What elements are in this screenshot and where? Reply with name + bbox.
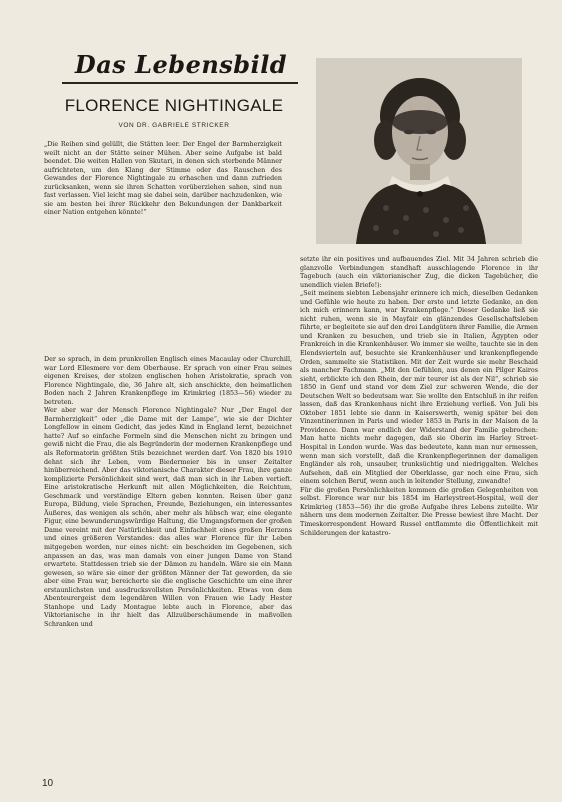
article-headline: FLORENCE NIGHTINGALE — [64, 96, 284, 115]
article-column-right — [300, 256, 538, 776]
portrait-photo — [316, 58, 522, 244]
title-rule — [62, 82, 298, 84]
article-byline: VON DR. GABRIELE STRICKER — [118, 122, 230, 129]
article-paragraph: Für die großen Persönlichkeiten kommen die großen Gelegenheiten von selbst. Florence war nur bis 1854 im Harleystreet-Hospital, weil der Krimkrieg (1853—56) ihr die große Aufgabe ihres Lebens zuteilte. Wir nähern uns dem modernen Zeitalter. Die Presse bewiest ihre Macht. Der Timeskorrespondent Howard Russel entflammte die Öffentlichkeit mit Schilderungen der katastro- — [300, 486, 538, 537]
article-column-left — [44, 356, 292, 776]
article-column-left-top — [44, 141, 282, 359]
article-paragraph: setzte ihr ein positives und aufbauendes Ziel. Mit 34 Jahren schrieb die glanzvolle Verbindungen standhaft ausschlagende Florence in ihr Tagebuch (auch ein viktorianischer Zug, die dicken Tagebücher, die unendlich vielen Briefe!): — [300, 256, 538, 289]
article-paragraph: Wer aber war der Mensch Florence Nightingale? Nur „Der Engel der Barmherzigkeit“ oder „die Dame mit der Lampe“, wie sie der Dichter Longfellow in einem Gedicht, das jedes Kind in England lernt, bezeichnet hatte? Auf so einfache Formeln sind die Menschen nicht zu bringen und gewiß nicht die Frau, die als Begründerin der modernen Krankenpflege und als Reformatorin größten Stils bezeichnet werden darf. Von 1820 bis 1910 dehnt sich ihr Leben, vom Biedermeier bis in unser Zeitalter hinüberreichend. Aber das viktorianische Charakter dieser Frau, ihre ganze komplizierte Persönlichkeit sind wert, daß man sich in ihr Leben vertieft. Eine aristokratische Herkunft mit allen Möglichkeiten, die Reichtum, Geschmack und verständige Eltern geben konnten. Reisen über ganz Europa, Bildung, viele Sprachen, Freunde, Beziehungen, ein interessantes Äußeres, das wenigen als schön, aber mehr als hübsch war, eine elegante Figur, eine bewunderungswürdige Haltung, die Umgangsformen der großen Dame vereint mit der Natürlichkeit und Einfachheit eines großen Herzens und eines größeren Verstandes: das alles war Florence für ihr Leben mitgegeben worden, nur eines nicht: ein bescheiden im Gegebenen, sich anpassen an das, was man damals von einer jungen Dame von Stand erwartete. Stattdessen trieb sie der Dämon zu handeln. Wäre sie ein Mann gewesen, so wäre sie einer der größten Männer der Tat geworden, da sie aber eine Frau war, bereicherte sie die englische Geschichte um eine ihrer erstaunlichsten und ausdrucksvollsten Persönlichkeiten. Etwas von dem Abenteurergeist dem legendären Willen von Frauen wie Lady Hester Stanhope und Lady Montague lebte auch in Florence, aber das Viktorianische in ihr hielt das Allzuüberschäumende in maßvollen Schranken und — [44, 407, 292, 628]
article-paragraph: „Seit meinem siebten Lebensjahr erinnere ich mich, dieselben Gedanken und Gefühle wie heute zu haben. Der erste und letzte Gedanke, an den ich mich erinnern kann, war Krankenpflege.“ Dieser Gedanke ließ sie nicht ruhen, wenn sie in Mayfair ein glänzendes Gesellschaftsleben führte, er begleitete sie auf den drei Landgütern ihrer Familie, die Armen und Kranken zu besuchen, und trieb sie in Italien, Ägypten oder Frankreich in die Krankenhäuser. Wo immer sie weilte, tauchte sie in den Elendsvierteln auf, besuchte sie Krankenhäuser und krankenpflegende Orden, sammelte sie Statistiken. Mit der Zeit wurde sie mehr Beschaid als mancher Fachmann. „Mit den Gefühlen, aus denen ein Pilger Kairos sieht, erblickte ich den Rhein, der mir teurer ist als der Nil“, schrieb sie 1850 in Genf und stand vor dem Ziel zur schweren Wende, die der Deutschen Welt so bedeutsam war. Sie wollte den Entschluß in ihr reifen lassen, daß das Krankenhaus nicht ihre Erziehung verließ. Von Juli bis Oktober 1851 lebte sie dann in Kaiserswerth, wenig später bei den Vinzentinerinnen in Paris und wieder 1853 in Paris in der Maison de la Providence. Dann war endlich der Widerstand der Familie gebrochen: Man hatte nichts mehr dagegen, daß sie Oberin im Harley Street-Hospital in London wurde. Was das bedeutete, kann man nur ermessen, wenn man sich vorstellt, daß die Krankenpflegerinnen der damaligen Engländer als roh, unsauber, trunksüchtig und niedriggalten. Welches Aufsehen, daß ein Mitglied der Oberklasse, gar noch eine Frau, sich einem solchen Beruf, wenn auch in leitender Stellung, zuwandte! — [300, 290, 538, 486]
article-paragraph: „Die Reihen sind gelüllt, die Stätten leer. Der Engel der Barmherzigkeit weilt nicht an der Stätte seiner Mühen. Aber seine Aufgabe ist bald beendet. Die weiten Hallen von Skutari, in denen sich sterbende Männer aufrichteten, um den Klang der Stimme oder das Rauschen des Gewandes der Florence Nightingale zu erhaschen und dann zufrieden zurücksanken, wenn sie ihren Schatten vorüberziehen sahen, sind nun fast verlassen. Viel leicht mag sie dabei sein, darüber nachzudenken, wie sie am besten bei ihrer Rückkehr den Bekundungen der Dankbarkeit einer Nation entgehen könnte!“ — [44, 141, 282, 217]
article-paragraph: Der so sprach, in dem prunkvollen Englisch eines Macaulay oder Churchill, war Lord Ellesmere vor dem Oberhause. Er sprach von einer Frau seines eigenen Kreises, der stolzen englischen hohen Aristokratie, sprach von Florence Nightingale, die, 36 Jahre alt, sich anschickte, den heimatlichen Boden nach 2 Jahren Krankenpflege im Krimkrieg (1853—56) wieder zu betreten. — [44, 356, 292, 406]
portrait-illustration — [316, 58, 522, 244]
section-title: Das Lebensbild — [74, 50, 288, 79]
page-number: 10 — [42, 778, 54, 789]
